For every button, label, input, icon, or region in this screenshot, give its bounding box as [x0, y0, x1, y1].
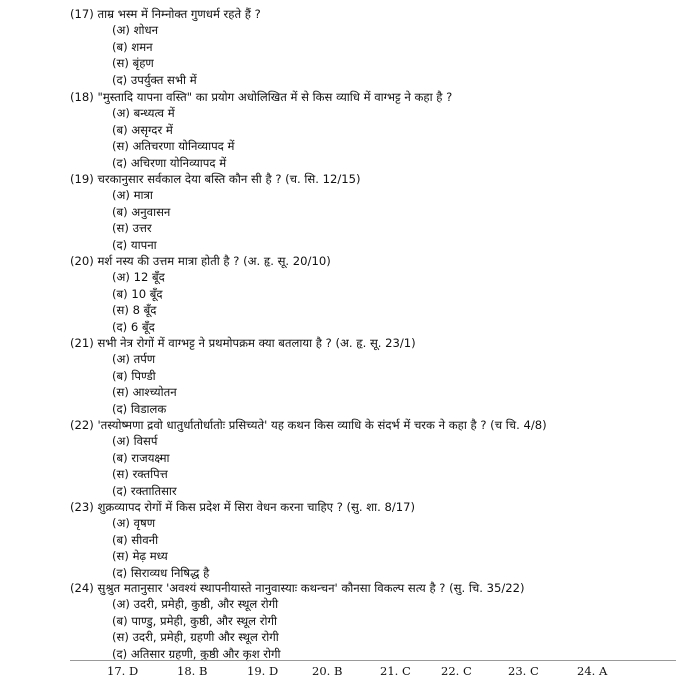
option: (अ) विसर्प — [112, 434, 158, 449]
answer-divider — [70, 660, 676, 661]
question-text: (24) सुश्रुत मतानुसार 'अवश्यं स्थापनीयास्ते नानुवास्याः कथन्चन' कौनसा विकल्प सत्य है ? (सु. चि. 35/22) — [70, 581, 525, 595]
question-text: (20) मर्श नस्य की उत्तम मात्रा होती है ? (अ. हृ. सू. 20/10) — [70, 254, 331, 268]
answer-item: 19. D — [247, 664, 279, 678]
answer-item: 21. C — [380, 664, 411, 678]
question-block — [70, 335, 676, 417]
option: (ब) सीवनी — [112, 532, 159, 547]
option: (स) रक्तपित्त — [112, 467, 168, 482]
question-block — [70, 171, 676, 253]
option: (स) उदरी, प्रमेही, ग्रहणी और स्थूल रोगी — [112, 630, 279, 645]
option: (अ) मात्रा — [112, 188, 153, 203]
option: (द) अतिसार ग्रहणी, कुष्ठी और कृश रोगी — [112, 646, 281, 661]
option: (स) आश्च्योतन — [112, 385, 177, 400]
question-block — [70, 499, 676, 581]
answer-item: 18. B — [177, 664, 208, 678]
option: (स) बृंहण — [112, 56, 154, 71]
question-text: (18) "मुस्तादि यापना वस्ति" का प्रयोग अधोलिखित में से किस व्याधि में वाग्भट्ट ने कहा है ? — [70, 90, 453, 104]
option: (द) रक्तातिसार — [112, 483, 177, 498]
option: (अ) बन्ध्यत्व में — [112, 106, 175, 121]
option: (द) अचिरणा योनिव्यापद में — [112, 155, 227, 170]
option: (द) विडालक — [112, 401, 167, 416]
question-block — [70, 580, 676, 662]
option: (स) अतिचरणा योनिव्यापद में — [112, 139, 235, 154]
option: (द) 6 बूँद — [112, 319, 155, 334]
answer-item: 24. A — [577, 664, 608, 678]
option: (ब) अनुवासन — [112, 204, 171, 219]
option: (स) मेढ़ मध्य — [112, 549, 168, 564]
option: (द) यापना — [112, 237, 157, 252]
question-text: (23) शुक्रव्यापद रोगों में किस प्रदेश में सिरा वेधन करना चाहिए ? (सु. शा. 8/17) — [70, 500, 416, 514]
answer-item: 17. D — [107, 664, 139, 678]
question-block — [70, 417, 676, 499]
question-block — [70, 89, 676, 171]
question-text: (22) 'तस्योष्मणा द्रवो धातुर्धातोर्धातोः प्रसिच्यते' यह कथन किस व्याधि के संदर्भ में चरक ने कहा है ? (च चि. 4/8) — [70, 418, 547, 432]
question-text: (21) सभी नेत्र रोगों में वाग्भट्ट ने प्रथमोपक्रम क्या बतलाया है ? (अ. हृ. सू. 23/1) — [70, 336, 416, 350]
option: (द) सिराव्यध निषिद्ध है — [112, 565, 210, 580]
question-text: (19) चरकानुसार सर्वकाल देया बस्ति कौन सी है ? (च. सि. 12/15) — [70, 172, 361, 186]
option: (ब) असृग्दर में — [112, 122, 173, 137]
option: (अ) शोधन — [112, 23, 159, 38]
option: (ब) शमन — [112, 39, 153, 54]
answer-item: 20. B — [312, 664, 343, 678]
option: (ब) पाण्डु, प्रमेही, कुष्ठी, और स्थूल रोगी — [112, 613, 277, 628]
answer-item: 22. C — [441, 664, 472, 678]
answer-item: 23. C — [508, 664, 539, 678]
option: (स) उत्तर — [112, 221, 152, 236]
question-block — [70, 253, 676, 335]
option: (ब) पिण्डी — [112, 368, 156, 383]
option: (द) उपर्युक्त सभी में — [112, 72, 197, 87]
option: (ब) राजयक्ष्मा — [112, 450, 170, 465]
option: (अ) तर्पण — [112, 352, 156, 367]
question-block — [70, 6, 676, 88]
option: (अ) वृषण — [112, 516, 156, 531]
option: (ब) 10 बूँद — [112, 286, 163, 301]
question-text: (17) ताम्र भस्म में निम्नोक्त गुणधर्म रहते हैं ? — [70, 7, 261, 21]
option: (अ) उदरी, प्रमेही, कुष्ठी, और स्थूल रोगी — [112, 597, 279, 612]
option: (स) 8 बूँद — [112, 303, 157, 318]
option: (अ) 12 बूँद — [112, 270, 165, 285]
